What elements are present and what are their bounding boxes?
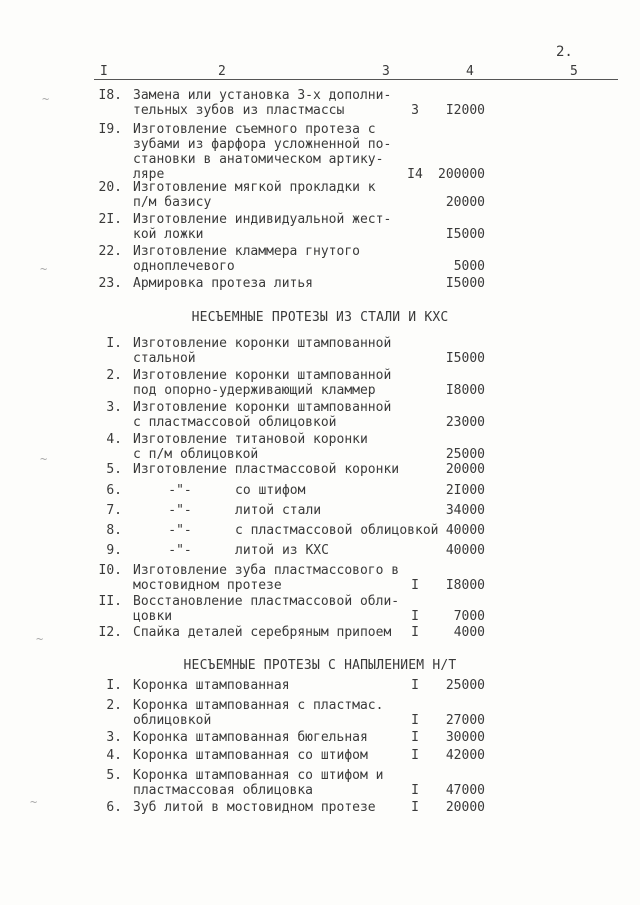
item-quantity: 3 [411,103,419,118]
ditto-mark: -"- [168,543,192,558]
item-description: облицовкой [133,713,212,728]
section-title: НЕСЪЕМНЫЕ ПРОТЕЗЫ С НАПЫЛЕНИЕМ Н/Т [183,658,457,673]
item-quantity: I [411,609,419,624]
item-description: Коронка штампованная бюгельная [133,730,368,745]
item-number: 5. [106,462,122,477]
column-header-1: I [100,64,108,79]
item-description: цовки [133,609,173,624]
ditto-mark: -"- [168,523,192,538]
item-description: с пластмассовой облицовкой [235,523,439,538]
item-number: 2. [106,368,122,383]
item-description: Коронка штампованная со штифом [133,748,368,763]
item-number: I. [106,336,122,351]
item-number: 2I. [98,212,122,227]
item-description: становки в анатомическом артику- [133,152,384,167]
item-price: I2000 [445,103,485,118]
column-header-3: 3 [382,64,390,79]
item-description: Изготовление титановой коронки [133,432,368,447]
item-description: Коронка штампованная со штифом и [133,768,384,783]
item-number: 4. [106,748,122,763]
item-number: I8. [98,88,122,103]
item-number: 20. [98,180,122,195]
item-price: 34000 [445,503,485,518]
margin-mark: ~ [40,452,48,466]
ditto-mark: -"- [168,503,192,518]
item-price: I8000 [445,383,485,398]
item-description: Изготовление коронки штампованной [133,400,392,415]
item-quantity: I [411,783,419,798]
item-description: Изготовление съемного протеза с [133,122,376,137]
item-price: I5000 [445,351,485,366]
item-price: 20000 [445,195,485,210]
item-number: 6. [106,483,122,498]
item-quantity: I [411,678,419,693]
item-description: стальной [133,351,196,366]
item-description: со штифом [235,483,306,498]
item-price: 40000 [445,523,485,538]
item-description: Замена или установка 3-х дополни- [133,88,392,103]
item-description: литой стали [235,503,322,518]
item-price: 42000 [445,748,485,763]
item-number: I9. [98,122,122,137]
item-price: 20000 [445,800,485,815]
item-description: Изготовление коронки штампованной [133,368,392,383]
item-number: 2. [106,698,122,713]
item-price: 25000 [445,678,485,693]
item-description: кой ложки [133,227,204,242]
item-price: 20000 [445,462,485,477]
item-description: Спайка деталей серебряным припоем [133,625,392,640]
item-description: ляре [133,167,165,182]
margin-mark: ~ [42,92,50,106]
item-price: I5000 [445,276,485,291]
item-description: Изготовление индивидуальной жест- [133,212,392,227]
page-number: 2. [556,44,573,60]
item-description: пластмассовая облицовка [133,783,314,798]
item-description: тельных зубов из пластмассы [133,103,345,118]
item-description: зубами из фарфора усложненной по- [133,137,392,152]
margin-mark: ~ [40,262,48,276]
item-description: Изготовление коронки штампованной [133,336,392,351]
item-description: литой из КХС [235,543,329,558]
item-description: Восстановление пластмассовой обли- [133,594,400,609]
item-description: одноплечевого [133,259,235,274]
header-rule [94,79,618,80]
item-description: Коронка штампованная [133,678,290,693]
item-price: 200000 [438,167,485,182]
item-number: 9. [106,543,122,558]
item-price: 47000 [445,783,485,798]
item-number: 3. [106,730,122,745]
item-description: Изготовление кламмера гнутого [133,244,360,259]
item-description: Изготовление пластмассовой коронки [133,462,400,477]
item-price: 40000 [445,543,485,558]
item-description: с пластмассовой облицовкой [133,415,337,430]
margin-mark: ~ [36,632,44,646]
item-quantity: I [411,578,419,593]
item-description: под опорно-удерживающий кламмер [133,383,376,398]
item-price: 27000 [445,713,485,728]
section-title: НЕСЪЕМНЫЕ ПРОТЕЗЫ ИЗ СТАЛИ И КХС [191,310,449,325]
margin-mark: ~ [30,795,38,809]
item-price: 4000 [453,625,485,640]
item-number: I0. [98,563,122,578]
item-price: 30000 [445,730,485,745]
item-quantity: I [411,625,419,640]
column-header-4: 4 [466,64,474,79]
item-number: I2. [98,625,122,640]
item-number: I. [106,678,122,693]
item-description: Коронка штампованная с пластмас. [133,698,384,713]
item-number: 6. [106,800,122,815]
item-price: 23000 [445,415,485,430]
item-description: с п/м облицовкой [133,447,259,462]
ditto-mark: -"- [168,483,192,498]
item-price: 7000 [453,609,485,624]
item-quantity: I [411,800,419,815]
item-description: мостовидном протезе [133,578,282,593]
item-price: 2I000 [445,483,485,498]
item-description: Зуб литой в мостовидном протезе [133,800,376,815]
item-number: 8. [106,523,122,538]
item-number: 3. [106,400,122,415]
item-quantity: I [411,713,419,728]
column-header-5: 5 [570,64,578,79]
item-description: Изготовление зуба пластмассового в [133,563,400,578]
item-price: 25000 [445,447,485,462]
item-price: I5000 [445,227,485,242]
item-quantity: I [411,748,419,763]
item-description: п/м базису [133,195,212,210]
item-number: II. [98,594,122,609]
item-number: 4. [106,432,122,447]
item-number: 5. [106,768,122,783]
item-number: 23. [98,276,122,291]
item-price: I8000 [445,578,485,593]
item-quantity: I [411,730,419,745]
column-header-2: 2 [218,64,226,79]
item-number: 22. [98,244,122,259]
item-description: Армировка протеза литья [133,276,314,291]
item-number: 7. [106,503,122,518]
item-quantity: I4 [407,167,423,182]
item-description: Изготовление мягкой прокладки к [133,180,376,195]
item-price: 5000 [453,259,485,274]
